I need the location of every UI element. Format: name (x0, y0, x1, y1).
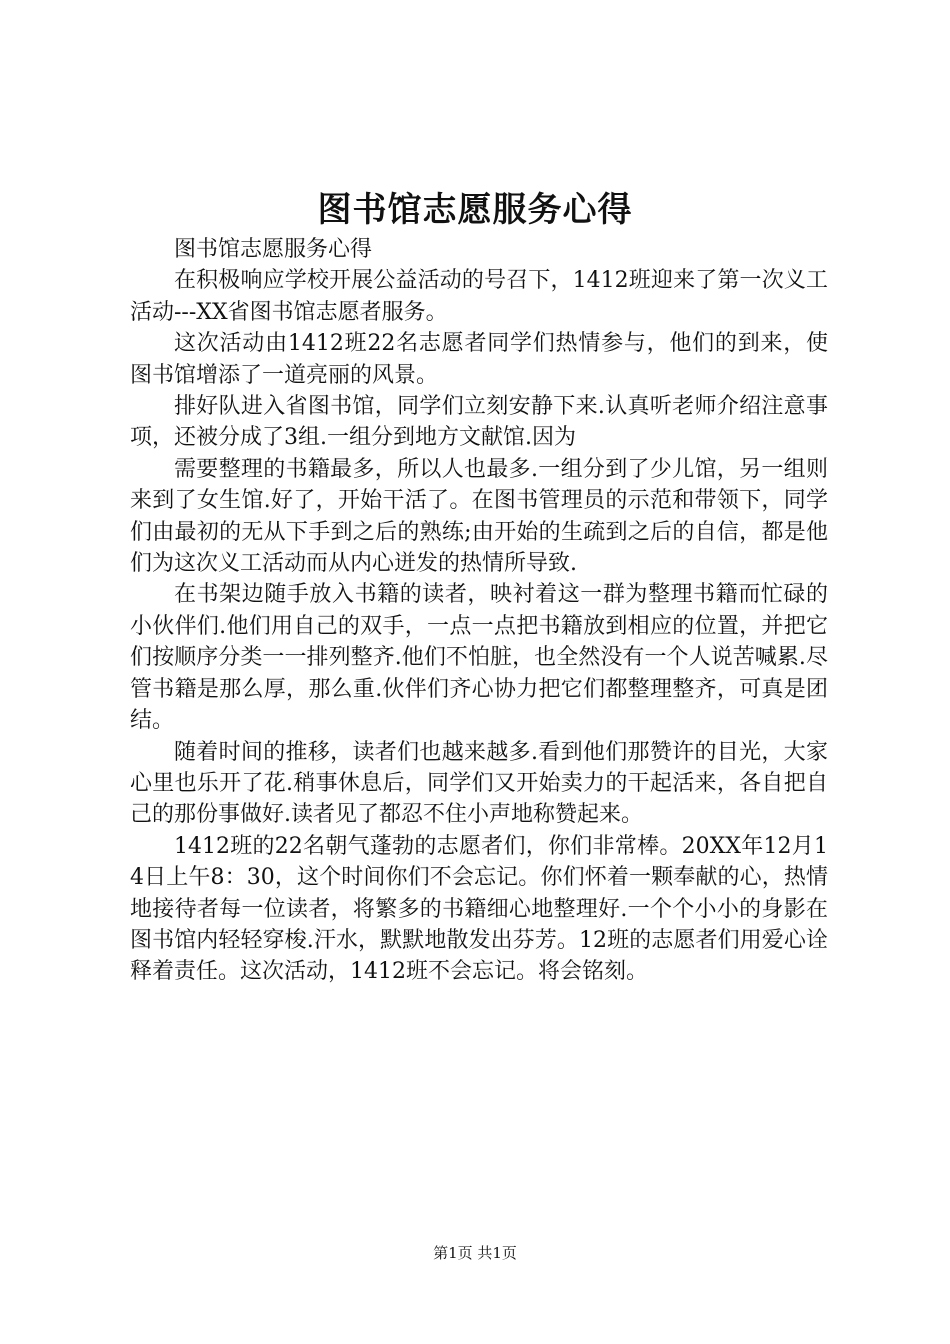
paragraph: 在积极响应学校开展公益活动的号召下，1412班迎来了第一次义工活动---XX省图书馆志愿者服务。 (130, 268, 828, 325)
paragraph: 1412班的22名朝气蓬勃的志愿者们，你们非常棒。20XX年12月14日上午8：30，这个时间你们不会忘记。你们怀着一颗奉献的心，热情地接待者每一位读者，将繁多的书籍细心地整理好.一个个小小的身影在图书馆内轻轻穿梭.汗水，默默地散发出芬芳。12班的志愿者们用爱心诠释着责任。这次活动，1412班不会忘记。将会铭刻。 (130, 833, 828, 985)
paragraph: 在书架边随手放入书籍的读者，映衬着这一群为整理书籍而忙碌的小伙伴们.他们用自己的双手，一点一点把书籍放到相应的位置，并把它们按顺序分类一一排列整齐.他们不怕脏，也全然没有一个人说苦喊累.尽管书籍是那么厚，那么重.伙伴们齐心协力把它们都整理整齐，可真是团结。 (130, 582, 828, 734)
paragraph: 这次活动由1412班22名志愿者同学们热情参与，他们的到来，使图书馆增添了一道亮丽的风景。 (130, 331, 828, 388)
document-body (130, 234, 828, 988)
page-footer: 第1页 共1页 (433, 1244, 517, 1262)
paragraph: 排好队进入省图书馆，同学们立刻安静下来.认真听老师介绍注意事项，还被分成了3组.一组分到地方文献馆.因为 (130, 394, 828, 451)
paragraph: 图书馆志愿服务心得 (174, 237, 373, 262)
paragraph: 随着时间的推移，读者们也越来越多.看到他们那赞许的目光，大家心里也乐开了花.稍事休息后，同学们又开始卖力的干起活来，各自把自己的那份事做好.读者见了都忍不住小声地称赞起来。 (130, 739, 828, 828)
document-title: 图书馆志愿服务心得 (317, 190, 633, 230)
paragraph: 需要整理的书籍最多，所以人也最多.一组分到了少儿馆，另一组则来到了女生馆.好了，开始干活了。在图书管理员的示范和带领下，同学们由最初的无从下手到之后的熟练;由开始的生疏到之后的自信，都是他们为这次义工活动而从内心迸发的热情所导致. (130, 456, 828, 577)
